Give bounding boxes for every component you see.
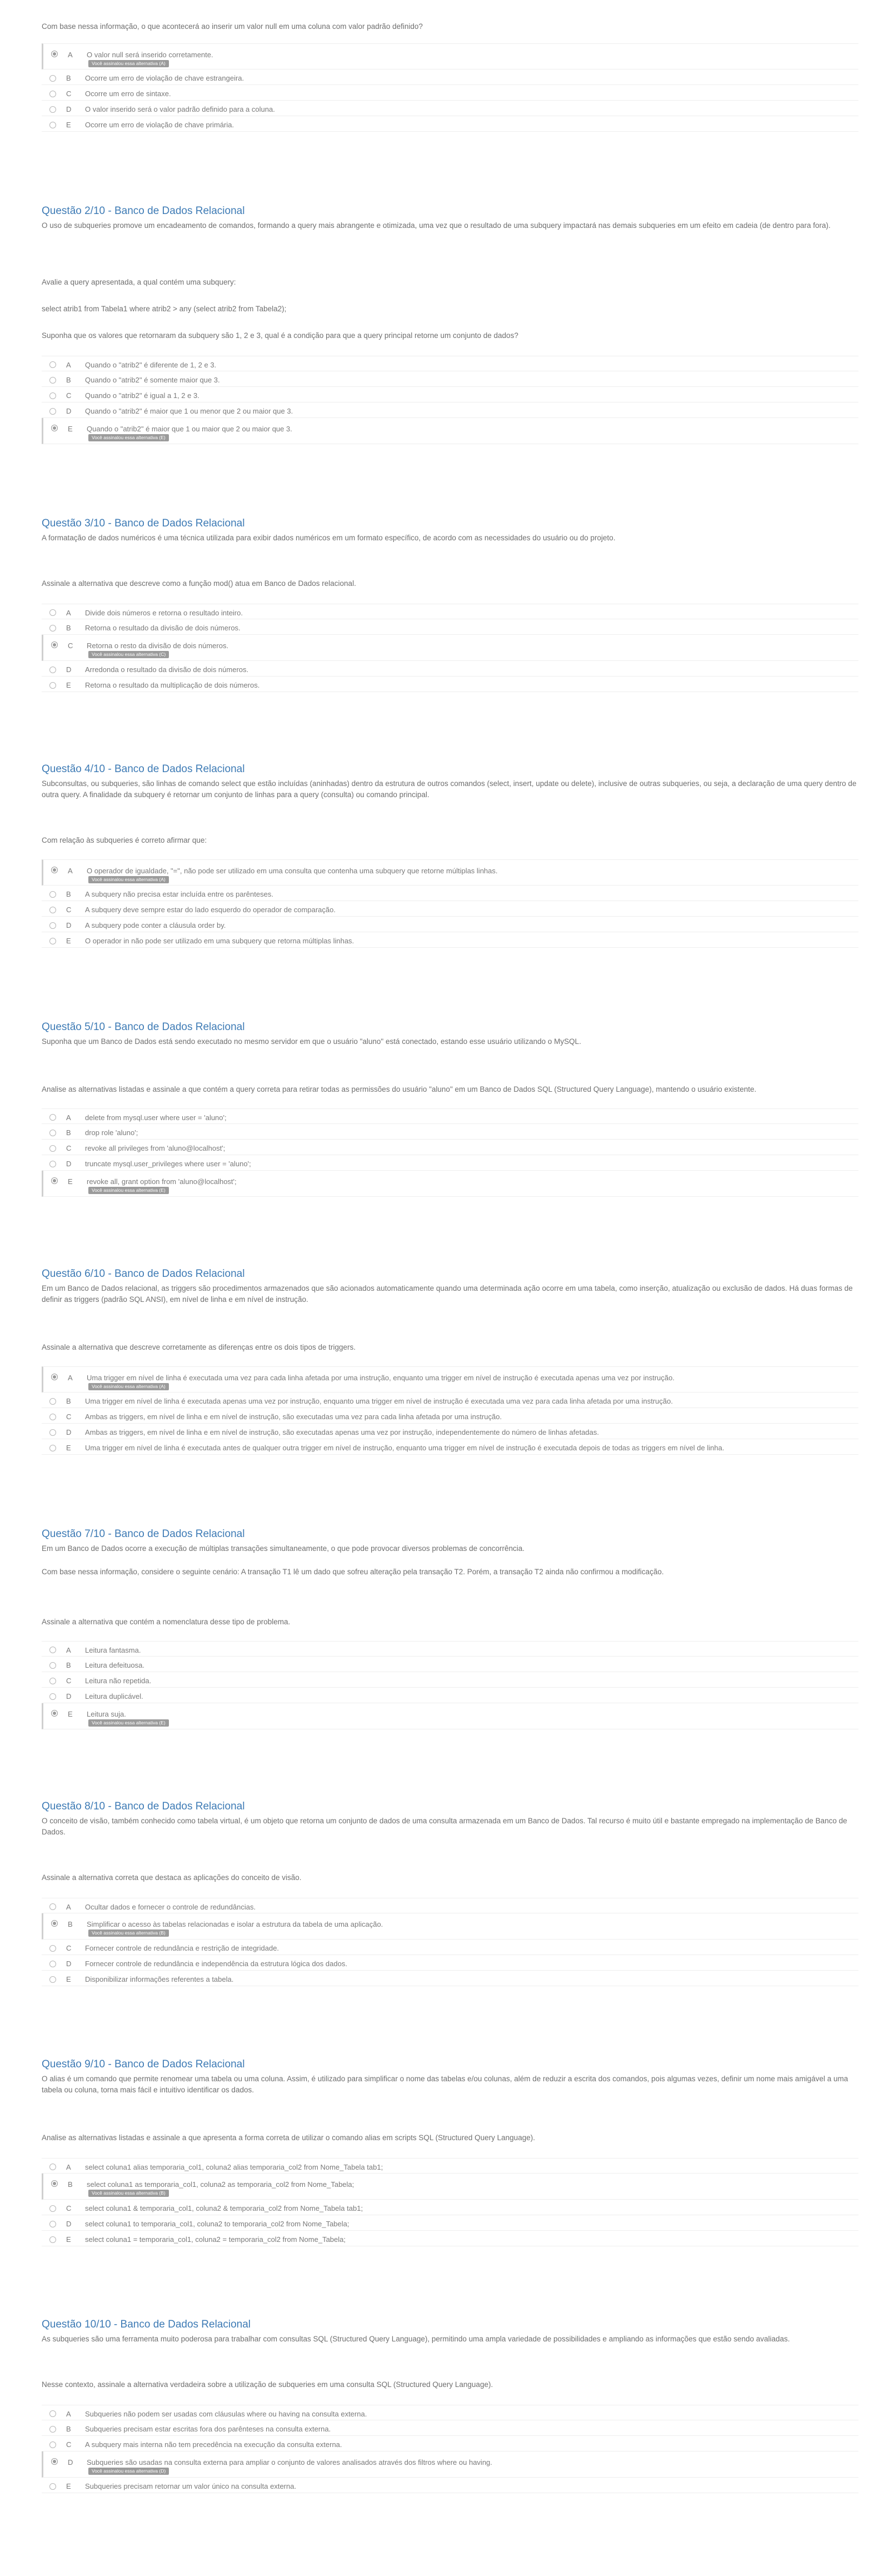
selected-answer-badge: Você assinalou essa alternativa (A) — [88, 876, 169, 883]
option-a[interactable]: A Quando o "atrib2" é diferente de 1, 2 e 3. — [42, 356, 858, 371]
option-e[interactable]: E select coluna1 = temporaria_col1, coluna2 = temporaria_col2 from Nome_Tabela; — [42, 2231, 858, 2246]
question-6-prompt: Assinale a alternativa que descreve corretamente as diferenças entre os dois tipos de triggers. — [42, 1343, 356, 1351]
radio-selected-icon[interactable] — [51, 1920, 58, 1927]
option-d[interactable]: D Arredonda o resultado da divisão de dois números. — [42, 661, 858, 677]
radio-icon[interactable] — [49, 75, 56, 82]
radio-selected-icon[interactable] — [51, 51, 58, 57]
question-8-options — [42, 1898, 858, 1986]
radio-icon[interactable] — [49, 625, 56, 631]
radio-icon[interactable] — [49, 2410, 56, 2417]
selected-answer-badge: Você assinalou essa alternativa (C) — [88, 651, 169, 658]
question-2-title: Questão 2/10 - Banco de Dados Relacional — [42, 205, 245, 217]
option-e[interactable]: E Disponibilizar informações referentes a tabela. — [42, 1971, 858, 1986]
question-4-prompt: Com relação às subqueries é correto afirmar que: — [42, 836, 207, 844]
selected-answer-badge: Você assinalou essa alternativa (A) — [88, 1383, 169, 1390]
question-4-options — [42, 859, 858, 948]
radio-icon[interactable] — [49, 1945, 56, 1952]
option-b[interactable]: B Ocorre um erro de violação de chave estrangeira. — [42, 69, 858, 85]
radio-icon[interactable] — [49, 891, 56, 898]
radio-selected-icon[interactable] — [51, 1177, 58, 1184]
question-4-description: Subconsultas, ou subqueries, são linhas de comando select que estão incluídas (aninhadas) dentro da estrutura de outros comandos (select, insert, update ou delete), inclusive de outras subqueries, ou seja, a declaração de uma query dentro de outra query. A finalidade da subquery é retornar um conjunto de linhas para a query (consulta) ou comando principal. — [42, 779, 857, 799]
option-e[interactable]: E Retorna o resultado da multiplicação de dois números. — [42, 677, 858, 692]
radio-icon[interactable] — [49, 2236, 56, 2243]
selected-answer-badge: Você assinalou essa alternativa (E) — [88, 1719, 169, 1727]
option-c[interactable]: C A subquery mais interna não tem precedência na execução da consulta externa. — [42, 2436, 858, 2451]
question-7-scenario: Com base nessa informação, considere o seguinte cenário: A transação T1 lê um dado que sofreu alteração pela transação T2. Porém, a transação T2 ainda não confirmou a modificação. — [42, 1568, 664, 1576]
question-10-header — [42, 2318, 858, 2345]
radio-icon[interactable] — [49, 667, 56, 673]
option-a[interactable]: A O valor null será inserido corretamente. Você assinalou essa alternativa (A) — [42, 43, 858, 69]
radio-icon[interactable] — [49, 408, 56, 415]
selected-answer-badge: Você assinalou essa alternativa (B) — [88, 2190, 169, 2197]
option-a[interactable]: A Divide dois números e retorna o resultado inteiro. — [42, 604, 858, 619]
option-a[interactable]: A Ocultar dados e fornecer o controle de redundâncias. — [42, 1898, 858, 1913]
radio-icon[interactable] — [49, 2426, 56, 2433]
question-8-prompt: Assinale a alternativa correta que destaca as aplicações do conceito de visão. — [42, 1873, 302, 1882]
radio-icon[interactable] — [49, 1114, 56, 1121]
question-4-title: Questão 4/10 - Banco de Dados Relacional — [42, 763, 245, 775]
option-b[interactable]: B Retorna o resultado da divisão de dois números. — [42, 619, 858, 635]
option-d[interactable]: D truncate mysql.user_privileges where user = 'aluno'; — [42, 1155, 858, 1171]
option-c[interactable]: C Leitura não repetida. — [42, 1672, 858, 1688]
option-a[interactable]: A delete from mysql.user where user = 'aluno'; — [42, 1108, 858, 1124]
question-3-options — [42, 604, 858, 692]
radio-icon[interactable] — [49, 1161, 56, 1167]
selected-answer-badge: Você assinalou essa alternativa (A) — [88, 60, 169, 67]
option-b[interactable]: B drop role 'aluno'; — [42, 1124, 858, 1140]
question-3-title: Questão 3/10 - Banco de Dados Relacional — [42, 518, 245, 529]
radio-icon[interactable] — [49, 392, 56, 399]
option-a[interactable]: A O operador de igualdade, "=", não pode ser utilizado em uma consulta que contenha uma subquery que retorne múltiplas linhas. Você assinalou essa alternativa (A) — [42, 859, 858, 886]
radio-icon[interactable] — [49, 922, 56, 929]
question-7-description: Em um Banco de Dados ocorre a execução de múltiplas transações simultaneamente, o que pode provocar diversos problemas de concorrência. — [42, 1544, 525, 1553]
option-b[interactable]: B A subquery não precisa estar incluída entre os parênteses. — [42, 886, 858, 901]
radio-icon[interactable] — [49, 1145, 56, 1152]
option-d[interactable]: D Fornecer controle de redundância e independência da estrutura lógica dos dados. — [42, 1955, 858, 1971]
option-b[interactable]: B Quando o "atrib2" é somente maior que 3. — [42, 371, 858, 387]
question-9-prompt: Analise as alternativas listadas e assinale a que apresenta a forma correta de utilizar o comando alias em scripts SQL (Structured Query Language). — [42, 2134, 535, 2142]
radio-icon[interactable] — [49, 361, 56, 368]
option-d[interactable]: D O valor inserido será o valor padrão definido para a coluna. — [42, 101, 858, 116]
question-8-description: O conceito de visão, também conhecido como tabela virtual, é um objeto que retorna um conjunto de dados de uma consulta armazenada em um Banco de Dados. Tal recurso é muito útil e bastante empregado na implementação de Banco de Dados. — [42, 1817, 847, 1836]
question-6-description: Em um Banco de Dados relacional, as triggers são procedimentos armazenados que são acionados automaticamente quando uma determinada ação ocorre em uma tabela, como inserção, atualização ou exclusão de dados. Há duas formas de definir as triggers (padrão SQL ANSI), em nível de linha e em nível de instrução. — [42, 1284, 853, 1304]
question-6-options — [42, 1366, 858, 1455]
question-6-header — [42, 1267, 858, 1305]
question-3-header — [42, 517, 858, 544]
option-b[interactable]: B Leitura defeituosa. — [42, 1657, 858, 1672]
radio-icon[interactable] — [49, 122, 56, 128]
question-9-header — [42, 2058, 858, 2096]
radio-icon[interactable] — [49, 106, 56, 113]
option-a[interactable]: A Uma trigger em nível de linha é executada uma vez para cada linha afetada por uma instrução, enquanto uma trigger em nível de instrução é executada apenas uma vez por instrução. Você assinalou essa alternativa (A) — [42, 1366, 858, 1393]
option-e[interactable]: E O operador in não pode ser utilizado em uma subquery que retorna múltiplas linhas. — [42, 932, 858, 948]
question-1-options — [42, 43, 858, 132]
option-b[interactable]: B select coluna1 as temporaria_col1, coluna2 as temporaria_col2 from Nome_Tabela; Você assinalou essa alternativa (B) — [42, 2174, 858, 2200]
option-e[interactable]: E Ocorre um erro de violação de chave primária. — [42, 116, 858, 132]
option-e[interactable]: E Subqueries precisam retornar um valor único na consulta externa. — [42, 2478, 858, 2493]
radio-icon[interactable] — [49, 2441, 56, 2448]
option-b[interactable]: B Uma trigger em nível de linha é executada apenas uma vez por instrução, enquanto uma trigger em nível de instrução é executada uma vez para cada linha afetada por uma instrução. — [42, 1393, 858, 1408]
question-2-prompt-intro: Avalie a query apresentada, a qual contém uma subquery: — [42, 278, 236, 286]
question-3-prompt: Assinale a alternativa que descreve como a função mod() atua em Banco de Dados relacional. — [42, 579, 356, 588]
question-5-prompt: Analise as alternativas listadas e assinale a que contém a query correta para retirar todas as permissões do usuário "aluno" em um Banco de Dados SQL (Structured Query Language), mantendo o usuário existente. — [42, 1085, 757, 1093]
option-c[interactable]: C Ambas as triggers, em nível de linha e em nível de instrução, são executadas uma vez para cada linha afetada por uma instrução. — [42, 1408, 858, 1424]
question-4-header — [42, 763, 858, 800]
option-c[interactable]: C Retorna o resto da divisão de dois números. Você assinalou essa alternativa (C) — [42, 635, 858, 661]
radio-icon[interactable] — [49, 1678, 56, 1684]
radio-icon[interactable] — [49, 1976, 56, 1983]
option-c[interactable]: C Quando o "atrib2" é igual a 1, 2 e 3. — [42, 387, 858, 402]
radio-selected-icon[interactable] — [51, 2458, 58, 2465]
question-7-header — [42, 1528, 858, 1554]
question-5-header — [42, 1021, 858, 1047]
question-9-title: Questão 9/10 - Banco de Dados Relacional — [42, 2058, 245, 2070]
radio-icon[interactable] — [49, 2164, 56, 2170]
option-c[interactable]: C Fornecer controle de redundância e restrição de integridade. — [42, 1940, 858, 1955]
question-5-title: Questão 5/10 - Banco de Dados Relacional — [42, 1021, 245, 1033]
question-7-prompt: Assinale a alternativa que contém a nomenclatura desse tipo de problema. — [42, 1618, 291, 1626]
option-b[interactable]: B Subqueries precisam estar escritas fora dos parênteses na consulta externa. — [42, 2420, 858, 2436]
question-10-options — [42, 2405, 858, 2493]
option-e[interactable]: E Leitura suja. Você assinalou essa alternativa (E) — [42, 1703, 858, 1729]
radio-icon[interactable] — [49, 2483, 56, 2490]
option-e[interactable]: E revoke all, grant option from 'aluno@localhost'; Você assinalou essa alternativa (E) — [42, 1171, 858, 1197]
option-a[interactable]: A select coluna1 alias temporaria_col1, coluna2 alias temporaria_col2 from Nome_Tabela tab1; — [42, 2158, 858, 2174]
option-e[interactable]: E Uma trigger em nível de linha é executada antes de qualquer outra trigger em nível de instrução, enquanto uma trigger em nível de instrução é executada depois de todas as triggers em nível de linha. — [42, 1439, 858, 1455]
option-d[interactable]: D Ambas as triggers, em nível de linha e em nível de instrução, são executadas apenas uma vez por instrução, independentemente do número de linhas afetadas. — [42, 1424, 858, 1439]
question-10-prompt: Nesse contexto, assinale a alternativa verdadeira sobre a utilização de subqueries em uma consulta SQL (Structured Query Language). — [42, 2380, 493, 2389]
radio-selected-icon[interactable] — [51, 2180, 58, 2187]
radio-icon[interactable] — [49, 907, 56, 913]
question-7-title: Questão 7/10 - Banco de Dados Relacional — [42, 1528, 245, 1540]
option-b[interactable]: B Simplificar o acesso às tabelas relacionadas e isolar a estrutura da tabela de uma aplicação. Você assinalou essa alternativa (B) — [42, 1913, 858, 1940]
selected-answer-badge: Você assinalou essa alternativa (E) — [88, 1187, 169, 1194]
radio-selected-icon[interactable] — [51, 1374, 58, 1380]
question-5-description: Suponha que um Banco de Dados está sendo executado no mesmo servidor em que o usuário "aluno" está conectado, estando esse usuário utilizando o MySQL. — [42, 1037, 581, 1046]
radio-selected-icon[interactable] — [51, 641, 58, 648]
option-d[interactable]: D A subquery pode conter a cláusula order by. — [42, 917, 858, 932]
question-9-description: O alias é um comando que permite renomear uma tabela ou uma coluna. Assim, é utilizado para simplificar o nome das tabelas e/ou colunas, além de reduzir a escrita dos comandos, pois algumas vezes, definir um nome mais amigável a uma tabela ou coluna, torna mais fácil e intuitivo identificar os dados. — [42, 2075, 848, 2094]
radio-icon[interactable] — [49, 1693, 56, 1700]
radio-icon[interactable] — [49, 1662, 56, 1669]
selected-answer-badge: Você assinalou essa alternativa (D) — [88, 2468, 169, 2475]
question-3-description: A formatação de dados numéricos é uma técnica utilizada para exibir dados numéricos em um formato específico, de acordo com as necessidades do usuário ou do projeto. — [42, 534, 616, 542]
option-c[interactable]: C A subquery deve sempre estar do lado esquerdo do operador de comparação. — [42, 901, 858, 917]
question-2-query: select atrib1 from Tabela1 where atrib2 > any (select atrib2 from Tabela2); — [42, 305, 287, 313]
question-8-title: Questão 8/10 - Banco de Dados Relacional — [42, 1801, 245, 1812]
option-d[interactable]: D Subqueries são usadas na consulta externa para ampliar o conjunto de valores analisados através dos filtros where ou having. Você assinalou essa alternativa (D) — [42, 2451, 858, 2478]
question-6-title: Questão 6/10 - Banco de Dados Relacional — [42, 1268, 245, 1280]
radio-icon[interactable] — [49, 1398, 56, 1405]
question-2-options — [42, 356, 858, 444]
option-d[interactable]: D Quando o "atrib2" é maior que 1 ou menor que 2 ou maior que 3. — [42, 402, 858, 418]
question-1-prompt: Com base nessa informação, o que acontecerá ao inserir um valor null em uma coluna com valor padrão definido? — [42, 22, 423, 31]
option-d[interactable]: D select coluna1 to temporaria_col1, coluna2 to temporaria_col2 from Nome_Tabela; — [42, 2215, 858, 2231]
radio-icon[interactable] — [49, 1903, 56, 1910]
radio-icon[interactable] — [49, 1414, 56, 1420]
radio-icon[interactable] — [49, 1130, 56, 1136]
option-c[interactable]: C revoke all privileges from 'aluno@localhost'; — [42, 1140, 858, 1155]
question-10-title: Questão 10/10 - Banco de Dados Relacional — [42, 2319, 251, 2330]
question-9-options — [42, 2158, 858, 2246]
radio-icon[interactable] — [49, 1429, 56, 1436]
radio-icon[interactable] — [49, 609, 56, 616]
radio-selected-icon[interactable] — [51, 425, 58, 431]
radio-icon[interactable] — [49, 938, 56, 944]
question-2-description: O uso de subqueries promove um encadeamento de comandos, formando a query mais abrangente e otimizada, uma vez que o resultado de uma subquery impactará nas demais subqueries em um efeito em cadeia (de dentro para fora). — [42, 221, 831, 230]
radio-icon[interactable] — [49, 2221, 56, 2227]
radio-icon[interactable] — [49, 2205, 56, 2212]
question-8-header — [42, 1800, 858, 1838]
radio-icon[interactable] — [49, 1647, 56, 1653]
radio-icon[interactable] — [49, 377, 56, 384]
selected-answer-badge: Você assinalou essa alternativa (B) — [88, 1929, 169, 1937]
question-5-options — [42, 1108, 858, 1197]
radio-icon[interactable] — [49, 1445, 56, 1451]
radio-icon[interactable] — [49, 682, 56, 689]
option-e[interactable]: E Quando o "atrib2" é maior que 1 ou maior que 2 ou maior que 3. Você assinalou essa alternativa (E) — [42, 418, 858, 444]
option-d[interactable]: D Leitura duplicável. — [42, 1688, 858, 1703]
radio-selected-icon[interactable] — [51, 1710, 58, 1717]
option-a[interactable]: A Subqueries não podem ser usadas com cláusulas where ou having na consulta externa. — [42, 2405, 858, 2420]
question-2-header — [42, 205, 858, 231]
option-a[interactable]: A Leitura fantasma. — [42, 1641, 858, 1657]
radio-selected-icon[interactable] — [51, 867, 58, 873]
option-c[interactable]: C select coluna1 & temporaria_col1, coluna2 & temporaria_col2 from Nome_Tabela tab1; — [42, 2200, 858, 2215]
question-7-options — [42, 1641, 858, 1729]
question-10-description: As subqueries são uma ferramenta muito poderosa para trabalhar com consultas SQL (Structured Query Language), permitindo uma ampla variedade de possibilidades e ampliando as informações que estão sendo avaliadas. — [42, 2335, 790, 2343]
option-c[interactable]: C Ocorre um erro de sintaxe. — [42, 85, 858, 101]
radio-icon[interactable] — [49, 1961, 56, 1967]
selected-answer-badge: Você assinalou essa alternativa (E) — [88, 434, 169, 441]
radio-icon[interactable] — [49, 91, 56, 97]
question-2-prompt: Suponha que os valores que retornaram da subquery são 1, 2 e 3, qual é a condição para que a query principal retorne um conjunto de dados? — [42, 331, 518, 340]
